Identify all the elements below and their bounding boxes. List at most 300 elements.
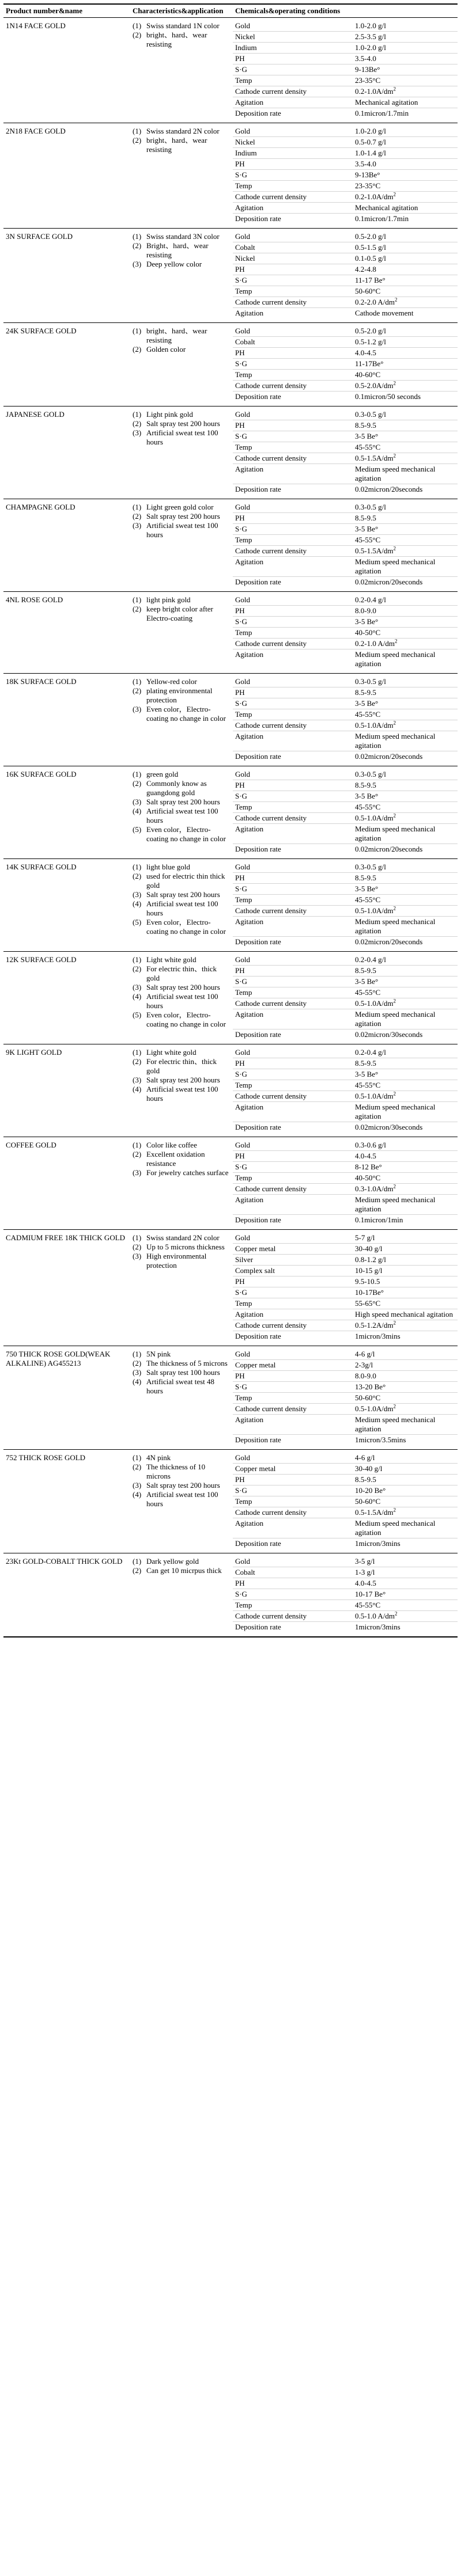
feature-item — [133, 797, 231, 807]
feature-item — [133, 770, 231, 779]
condition-value: 0.2-1.0 $A/dm^2$ — [353, 639, 458, 649]
condition-label: S·G — [233, 977, 353, 987]
feature-number: (4) — [133, 807, 142, 815]
feature-text: Salt spray test 200 hours — [146, 1076, 220, 1084]
feature-text: Yellow-red color — [146, 677, 197, 686]
product-characteristics — [130, 1346, 233, 1450]
condition-value: 4.2-4.8 — [353, 264, 458, 275]
feature-list — [133, 1557, 231, 1575]
condition-label: Temp — [233, 1600, 353, 1611]
feature-number: (2) — [133, 136, 142, 145]
feature-item — [133, 1453, 231, 1462]
condition-label: S·G — [233, 1382, 353, 1393]
product-characteristics — [130, 859, 233, 952]
feature-list — [133, 595, 231, 623]
feature-list — [133, 955, 231, 1029]
feature-list — [133, 863, 231, 936]
table-row — [3, 766, 458, 780]
condition-value: $0.5-1.2A/dm^2$ — [353, 1320, 458, 1331]
feature-text: For jewelry catches surface — [146, 1168, 229, 1177]
condition-value: Medium speed mechanical agitation — [353, 917, 458, 937]
condition-value: 1.0-2.0 g/l — [353, 43, 458, 54]
condition-label: Gold — [233, 766, 353, 780]
condition-value: Medium speed mechanical agitation — [353, 1518, 458, 1538]
condition-value: 0.02micron/20seconds — [353, 577, 458, 592]
condition-value: 40-60°C — [353, 370, 458, 381]
condition-label: Gold — [233, 1137, 353, 1151]
feature-item — [133, 419, 231, 428]
condition-value: 1.0-2.0 g/l — [353, 123, 458, 137]
feature-text: Swiss standard 3N color — [146, 232, 220, 241]
condition-value: 0.5-2.0 g/l — [353, 323, 458, 337]
condition-label: Gold — [233, 499, 353, 513]
condition-value: 1.0-2.0 g/l — [353, 18, 458, 32]
condition-value: $0.5-1.5A/dm^2$ — [353, 546, 458, 557]
feature-item — [133, 260, 231, 269]
feature-item — [133, 136, 231, 154]
product-name: 752 THICK ROSE GOLD — [3, 1450, 130, 1553]
feature-text: keep bright color after Electro-coating — [146, 605, 213, 622]
feature-text: plating environmental protection — [146, 686, 213, 704]
condition-label: Agitation — [233, 1415, 353, 1435]
condition-value: 9.5-10.5 — [353, 1276, 458, 1287]
feature-text: green gold — [146, 770, 179, 778]
product-name: CHAMPAGNE GOLD — [3, 499, 130, 592]
condition-label: S·G — [233, 1287, 353, 1298]
condition-label: Deposition rate — [233, 577, 353, 592]
condition-value: 0.8-1.2 g/l — [353, 1255, 458, 1266]
feature-number: (1) — [133, 770, 142, 778]
condition-label: Cathode current density — [233, 381, 353, 392]
feature-text: Artificial sweat test 100 hours — [146, 992, 218, 1010]
condition-label: S·G — [233, 275, 353, 286]
feature-item — [133, 345, 231, 354]
feature-number: (2) — [133, 964, 142, 973]
feature-number: (2) — [133, 1057, 142, 1066]
feature-item — [133, 1076, 231, 1085]
condition-label: Deposition rate — [233, 392, 353, 406]
condition-label: Cathode current density — [233, 1091, 353, 1102]
condition-value: 13-20 Be° — [353, 1382, 458, 1393]
table-body — [3, 18, 458, 1637]
feature-item — [133, 127, 231, 136]
condition-label: Gold — [233, 123, 353, 137]
feature-number: (1) — [133, 955, 142, 964]
feature-list — [133, 1048, 231, 1103]
condition-value: $0.5-1.0A/dm^2$ — [353, 906, 458, 917]
product-characteristics — [130, 952, 233, 1044]
product-characteristics — [130, 499, 233, 592]
feature-number: (3) — [133, 1076, 142, 1084]
condition-value: Cathode movement — [353, 308, 458, 323]
condition-value: 50-60°C — [353, 286, 458, 297]
feature-text: Even color，Electro-coating no change in color — [146, 705, 226, 723]
product-characteristics — [130, 18, 233, 123]
condition-label: Deposition rate — [233, 1215, 353, 1230]
feature-text: 4N pink — [146, 1453, 171, 1462]
product-name: COFFEE GOLD — [3, 1137, 130, 1230]
condition-label: PH — [233, 1151, 353, 1162]
feature-list — [133, 1350, 231, 1396]
condition-value: 0.02micron/20seconds — [353, 937, 458, 952]
feature-number: (1) — [133, 326, 142, 335]
condition-value: $0.5-1.0A/dm^2$ — [353, 720, 458, 731]
condition-value: 0.3-0.5 g/l — [353, 674, 458, 687]
condition-label: Copper metal — [233, 1244, 353, 1255]
condition-value: 0.2-0.4 g/l — [353, 952, 458, 966]
feature-list — [133, 232, 231, 269]
feature-item — [133, 1462, 231, 1481]
feature-text: Artificial sweat test 100 hours — [146, 899, 218, 917]
feature-item — [133, 1010, 231, 1029]
feature-number: (2) — [133, 872, 142, 880]
condition-value: 0.02micron/20seconds — [353, 751, 458, 766]
feature-number: (1) — [133, 1557, 142, 1566]
feature-list — [133, 1453, 231, 1509]
table-row — [3, 323, 458, 337]
condition-label: Temp — [233, 709, 353, 720]
feature-item — [133, 1243, 231, 1252]
feature-item — [133, 807, 231, 825]
product-characteristics — [130, 406, 233, 499]
feature-item — [133, 1141, 231, 1150]
table-row — [3, 1553, 458, 1567]
feature-item — [133, 1359, 231, 1368]
feature-item — [133, 1566, 231, 1575]
condition-label: PH — [233, 513, 353, 524]
feature-number: (2) — [133, 779, 142, 788]
condition-value: Medium speed mechanical agitation — [353, 1415, 458, 1435]
feature-text: Color like coffee — [146, 1141, 197, 1149]
condition-label: S·G — [233, 698, 353, 709]
feature-list — [133, 127, 231, 154]
feature-item — [133, 705, 231, 723]
table-row — [3, 1044, 458, 1058]
product-name: 23Kt GOLD-COBALT THICK GOLD — [3, 1553, 130, 1637]
condition-label: Nickel — [233, 32, 353, 43]
condition-label: Agitation — [233, 1309, 353, 1320]
feature-number: (2) — [133, 31, 142, 39]
product-name: 4NL ROSE GOLD — [3, 592, 130, 674]
product-name: 14K SURFACE GOLD — [3, 859, 130, 952]
feature-text: Salt spray test 200 hours — [146, 1481, 220, 1490]
condition-label: Temp — [233, 1298, 353, 1309]
feature-number: (4) — [133, 1377, 142, 1386]
condition-label: S·G — [233, 617, 353, 628]
condition-label: S·G — [233, 884, 353, 895]
plating-table — [3, 3, 458, 1636]
feature-item — [133, 899, 231, 918]
feature-text: Deep yellow color — [146, 260, 202, 268]
product-characteristics — [130, 1230, 233, 1346]
condition-value: 4.0-4.5 — [353, 1151, 458, 1162]
feature-number: (1) — [133, 677, 142, 686]
condition-value: 0.2-0.4 g/l — [353, 1044, 458, 1058]
condition-label: Cathode current density — [233, 813, 353, 824]
condition-value: 8.5-9.5 — [353, 513, 458, 524]
condition-label: Gold — [233, 323, 353, 337]
condition-label: Temp — [233, 628, 353, 639]
condition-label: Cathode current density — [233, 1320, 353, 1331]
feature-item — [133, 1490, 231, 1509]
condition-value: 0.5-1.5 g/l — [353, 242, 458, 253]
condition-label: S·G — [233, 359, 353, 370]
feature-number: (2) — [133, 1462, 142, 1471]
condition-label: PH — [233, 1578, 353, 1589]
feature-text: Up to 5 microns thickness — [146, 1243, 225, 1251]
header-characteristics: Characteristics&application — [130, 4, 233, 18]
table-row — [3, 674, 458, 687]
feature-text: bright、hard、wear resisting — [146, 136, 207, 154]
feature-number: (5) — [133, 918, 142, 926]
condition-label: PH — [233, 420, 353, 431]
feature-text: The thickness of 5 microns — [146, 1359, 228, 1367]
condition-label: S·G — [233, 1162, 353, 1173]
condition-value: 45-55°C — [353, 987, 458, 998]
feature-number: (3) — [133, 260, 142, 268]
table-row — [3, 592, 458, 606]
feature-list — [133, 326, 231, 354]
feature-number: (2) — [133, 605, 142, 613]
condition-label: S·G — [233, 1069, 353, 1080]
condition-value: 3.5-4.0 — [353, 159, 458, 170]
condition-label: Temp — [233, 987, 353, 998]
condition-label: Gold — [233, 1346, 353, 1360]
condition-label: S·G — [233, 524, 353, 535]
condition-value: 45-55°C — [353, 895, 458, 906]
condition-value: 4-6 g/l — [353, 1450, 458, 1464]
condition-value: 23-35°C — [353, 181, 458, 192]
product-characteristics — [130, 1137, 233, 1230]
feature-text: Golden color — [146, 345, 186, 354]
condition-value: 2-3g/l — [353, 1360, 458, 1371]
product-name: 750 THICK ROSE GOLD(WEAK ALKALINE) AG455213 — [3, 1346, 130, 1450]
condition-value: 0.1micron/1min — [353, 1215, 458, 1230]
feature-text: Salt spray test 200 hours — [146, 512, 220, 520]
feature-number: (3) — [133, 1481, 142, 1490]
condition-value: 40-50°C — [353, 628, 458, 639]
condition-label: Gold — [233, 229, 353, 242]
condition-label: PH — [233, 159, 353, 170]
condition-label: Agitation — [233, 203, 353, 214]
feature-text: bright、hard、wear resisting — [146, 31, 207, 48]
table-row — [3, 859, 458, 873]
condition-value: High speed mechanical agitation — [353, 1309, 458, 1320]
condition-label: Temp — [233, 370, 353, 381]
feature-list — [133, 770, 231, 844]
condition-label: Gold — [233, 18, 353, 32]
condition-label: PH — [233, 687, 353, 698]
condition-label: Deposition rate — [233, 1122, 353, 1137]
feature-item — [133, 779, 231, 797]
condition-value: 0.3-0.5 g/l — [353, 406, 458, 420]
condition-value: 45-55°C — [353, 442, 458, 453]
condition-label: Deposition rate — [233, 1622, 353, 1637]
condition-label: Gold — [233, 592, 353, 606]
condition-value: 8.5-9.5 — [353, 966, 458, 977]
condition-label: Temp — [233, 1393, 353, 1404]
product-characteristics — [130, 323, 233, 406]
feature-number: (3) — [133, 428, 142, 437]
condition-label: PH — [233, 54, 353, 64]
condition-value: 9-13Be° — [353, 64, 458, 75]
feature-item — [133, 686, 231, 705]
feature-text: Bright、hard、wear resisting — [146, 241, 209, 259]
condition-label: Deposition rate — [233, 937, 353, 952]
feature-text: Salt spray test 100 hours — [146, 1368, 220, 1377]
condition-value: 0.1micron/50 seconds — [353, 392, 458, 406]
feature-number: (3) — [133, 1168, 142, 1177]
condition-label: Cathode current density — [233, 546, 353, 557]
feature-text: Even color，Electro-coating no change in color — [146, 825, 226, 843]
feature-number: (1) — [133, 410, 142, 419]
feature-number: (4) — [133, 899, 142, 908]
condition-label: Temp — [233, 1173, 353, 1184]
condition-label: Nickel — [233, 253, 353, 264]
condition-value: 2.5-3.5 g/l — [353, 32, 458, 43]
feature-number: (2) — [133, 686, 142, 695]
condition-value: 3-5 Be° — [353, 617, 458, 628]
condition-label: Deposition rate — [233, 751, 353, 766]
condition-value: 10-20 Be° — [353, 1485, 458, 1496]
condition-value: $0.5-1.0A/dm^2$ — [353, 813, 458, 824]
feature-list — [133, 1233, 231, 1270]
product-name: 2N18 FACE GOLD — [3, 123, 130, 229]
feature-list — [133, 1141, 231, 1177]
condition-label: Agitation — [233, 1195, 353, 1215]
feature-text: Light white gold — [146, 955, 197, 964]
table-row — [3, 499, 458, 513]
condition-value: 50-60°C — [353, 1496, 458, 1507]
condition-label: PH — [233, 1058, 353, 1069]
product-characteristics — [130, 1450, 233, 1553]
condition-value: 11-17Be° — [353, 359, 458, 370]
condition-value: 4-6 g/l — [353, 1346, 458, 1360]
condition-value: 0.02micron/30seconds — [353, 1029, 458, 1044]
condition-value: 50-60°C — [353, 1393, 458, 1404]
condition-label: Temp — [233, 895, 353, 906]
feature-item — [133, 1233, 231, 1243]
condition-value: $0.3-1.0A/dm^2$ — [353, 1184, 458, 1195]
condition-label: S·G — [233, 791, 353, 802]
condition-value: 3.5-4.0 — [353, 54, 458, 64]
condition-label: Agitation — [233, 917, 353, 937]
condition-label: Cathode current density — [233, 720, 353, 731]
product-name: 16K SURFACE GOLD — [3, 766, 130, 859]
feature-text: Even color，Electro-coating no change in color — [146, 918, 226, 936]
feature-item — [133, 1557, 231, 1566]
table-row — [3, 406, 458, 420]
feature-item — [133, 1252, 231, 1270]
condition-label: Indium — [233, 148, 353, 159]
condition-label: Agitation — [233, 557, 353, 577]
condition-label: PH — [233, 966, 353, 977]
condition-value: 3-5 Be° — [353, 431, 458, 442]
feature-item — [133, 1350, 231, 1359]
feature-text: light pink gold — [146, 595, 191, 604]
feature-text: For electric thin、thick gold — [146, 964, 217, 982]
feature-text: Salt spray test 200 hours — [146, 797, 220, 806]
condition-value: 55-65°C — [353, 1298, 458, 1309]
feature-number: (4) — [133, 1085, 142, 1093]
feature-number: (1) — [133, 1233, 142, 1242]
feature-text: used for electric thin thick gold — [146, 872, 225, 890]
condition-value: 8.5-9.5 — [353, 1475, 458, 1485]
condition-label: Agitation — [233, 649, 353, 674]
condition-label: S·G — [233, 1589, 353, 1600]
condition-value: 8.5-9.5 — [353, 1058, 458, 1069]
condition-label: Cathode current density — [233, 192, 353, 203]
feature-number: (1) — [133, 595, 142, 604]
condition-label: Cobalt — [233, 337, 353, 348]
condition-value: $0.2-1.0A/dm^2$ — [353, 86, 458, 97]
feature-item — [133, 1368, 231, 1377]
feature-text: Can get 10 micrpus thick — [146, 1566, 222, 1575]
condition-label: Temp — [233, 535, 353, 546]
feature-text: For electric thin、thick gold — [146, 1057, 217, 1075]
feature-number: (1) — [133, 1048, 142, 1057]
condition-value: 45-55°C — [353, 709, 458, 720]
condition-label: Agitation — [233, 464, 353, 484]
feature-item — [133, 1085, 231, 1103]
condition-label: Cobalt — [233, 242, 353, 253]
condition-value: 0.5-0.7 g/l — [353, 137, 458, 148]
feature-item — [133, 983, 231, 992]
feature-number: (2) — [133, 1566, 142, 1575]
feature-number: (1) — [133, 1141, 142, 1149]
condition-value: 30-40 g/l — [353, 1244, 458, 1255]
condition-value: 9-13Be° — [353, 170, 458, 181]
feature-text: Artificial sweat test 100 hours — [146, 521, 218, 539]
condition-label: PH — [233, 606, 353, 617]
condition-value: 8-12 Be° — [353, 1162, 458, 1173]
condition-label: Temp — [233, 286, 353, 297]
feature-text: 5N pink — [146, 1350, 171, 1358]
product-name: JAPANESE GOLD — [3, 406, 130, 499]
feature-text: Salt spray test 200 hours — [146, 419, 220, 428]
condition-label: Temp — [233, 181, 353, 192]
feature-text: Artificial sweat test 100 hours — [146, 1490, 218, 1508]
condition-label: Agitation — [233, 1518, 353, 1538]
condition-label: Indium — [233, 43, 353, 54]
condition-value: 0.3-0.5 g/l — [353, 499, 458, 513]
condition-value: 45-55°C — [353, 535, 458, 546]
header-chemicals-conditions: Chemicals&operating conditions — [233, 4, 458, 18]
product-name: 1N14 FACE GOLD — [3, 18, 130, 123]
feature-list — [133, 503, 231, 539]
condition-value: Medium speed mechanical agitation — [353, 731, 458, 751]
condition-label: Agitation — [233, 824, 353, 844]
feature-list — [133, 677, 231, 723]
feature-item — [133, 31, 231, 49]
condition-label: Gold — [233, 1553, 353, 1567]
feature-text: Salt spray test 200 hours — [146, 890, 220, 899]
feature-number: (1) — [133, 127, 142, 135]
feature-number: (3) — [133, 705, 142, 713]
condition-label: Gold — [233, 1450, 353, 1464]
feature-number: (3) — [133, 1368, 142, 1377]
condition-value: 0.5-2.0 g/l — [353, 229, 458, 242]
feature-text: Light pink gold — [146, 410, 193, 419]
condition-label: Silver — [233, 1255, 353, 1266]
condition-label: Cathode current density — [233, 1184, 353, 1195]
feature-text: The thickness of 10 microns — [146, 1462, 206, 1480]
feature-item — [133, 595, 231, 605]
condition-label: Cathode current density — [233, 453, 353, 464]
condition-value: Medium speed mechanical agitation — [353, 464, 458, 484]
condition-label: PH — [233, 873, 353, 884]
condition-value: 10-17 Be° — [353, 1589, 458, 1600]
